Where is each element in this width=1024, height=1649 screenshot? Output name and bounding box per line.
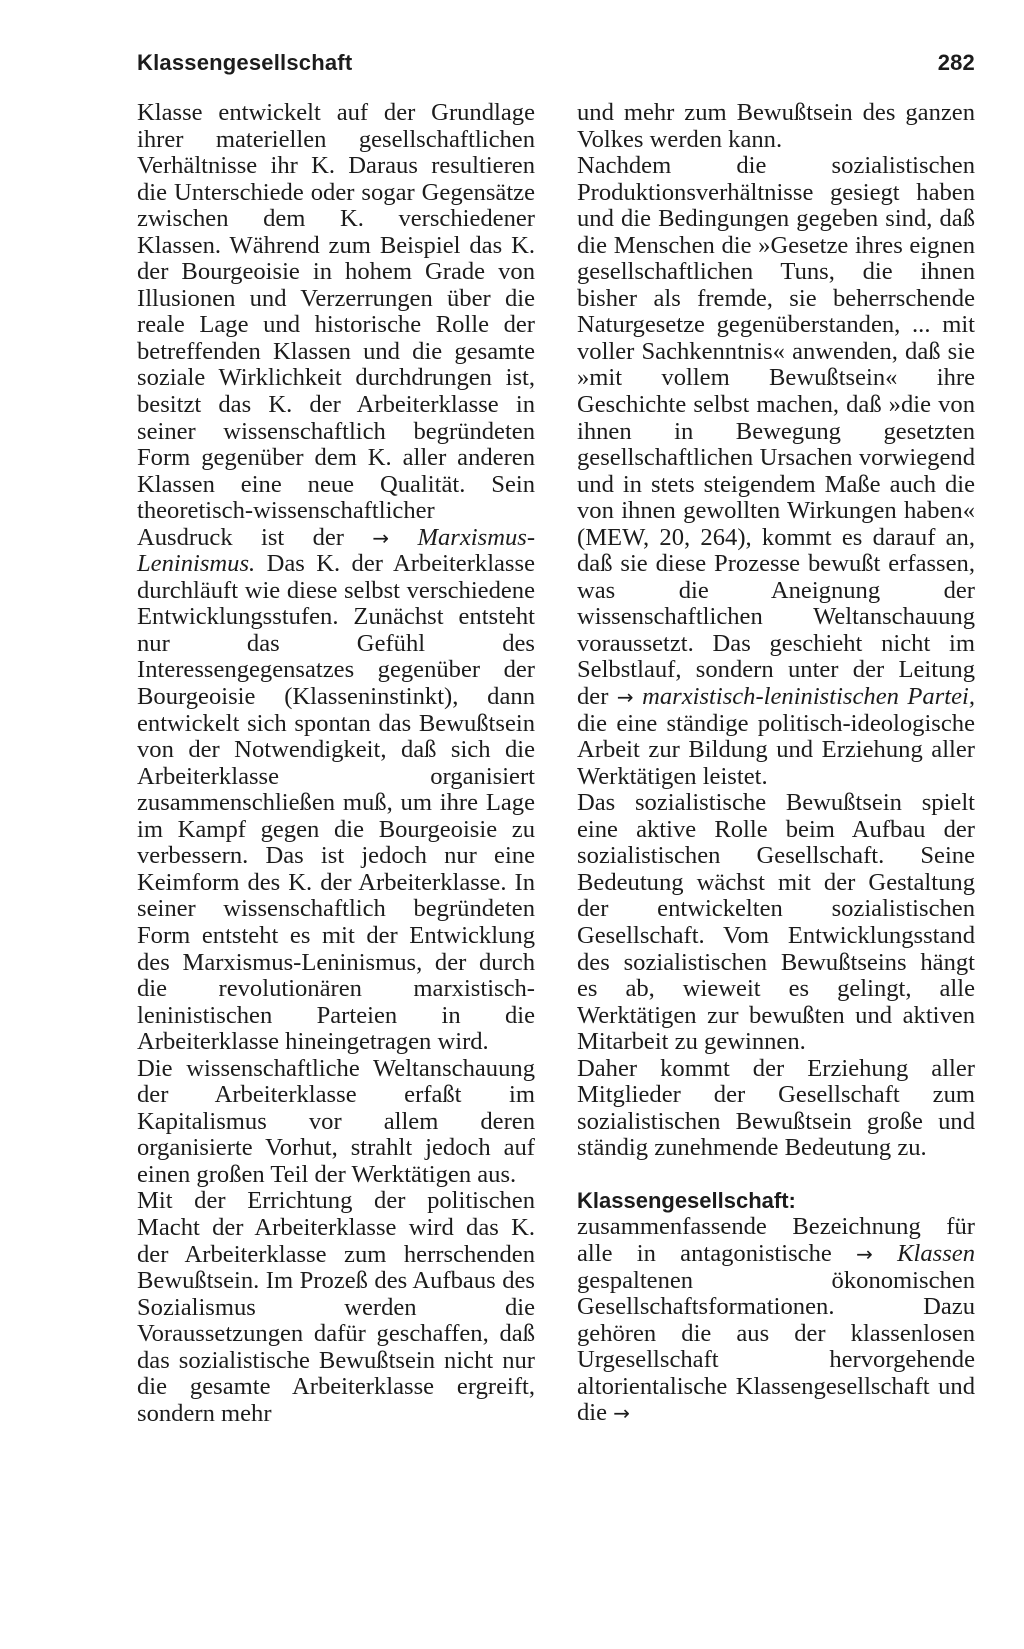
cross-reference-arrow-icon: → bbox=[616, 685, 634, 710]
paragraph-text: Klasse entwickelt auf der Grundlage ihrer materiellen gesellschaftlichen Verhältnisse ihr K. Daraus resultieren die Unterschiede oder sogar Gegensätze zwischen dem K. verschiedener Klassen. Während zum Beispiel das K. der Bourgeoisie in hohem Grade von Illusionen und Verzerrungen über die reale Lage und historische Rolle der betreffenden Klassen und die gesamte soziale Wirklichkeit durchdrungen ist, besitzt das K. der Arbeiterklasse in seiner wissenschaftlich begründeten Form gegenüber dem K. aller anderen Klassen eine neue Qualität. Sein theoretisch-wissenschaftlicher Ausdruck ist der bbox=[137, 99, 535, 551]
paragraph: und mehr zum Bewußtsein des ganzen Volkes werden kann. bbox=[577, 99, 975, 153]
paragraph bbox=[577, 153, 975, 790]
page-number: 282 bbox=[937, 50, 975, 75]
cross-reference-partei: marxistisch-leninistischen Partei, bbox=[642, 683, 975, 711]
paragraph-text: Nachdem die sozialistischen Produktionsverhältnisse gesiegt haben und die Bedingungen gegeben sind, daß die Menschen die »Gesetze ihres eignen gesellschaftlichen Tuns, die ihnen bisher als fremde, sie beherrschende Naturgesetze gegenüberstanden, ... mit voller Sachkenntnis« anwenden, daß sie »mit vollem Bewußtsein« ihre Geschichte selbst machen, daß »die von ihnen in Bewegung gesetzten gesellschaftlichen Ursachen vorwiegend und in stets steigendem Maße auch die von ihnen gewollten Wirkungen haben« (MEW, 20, 264), kommt es darauf an, daß sie diese Prozesse bewußt erfassen, was die Aneignung der wissenschaftlichen Weltanschauung voraussetzt. Das geschieht nicht im Selbstlauf, sondern unter der Leitung der bbox=[577, 152, 975, 711]
paragraph: Das sozialistische Bewußtsein spielt eine aktive Rolle beim Aufbau der sozialistischen Gesellschaft. Seine Bedeutung wächst mit der Gestaltung der entwickelten sozialistischen Gesellschaft. Vom Entwicklungsstand des sozialistischen Bewußtseins hängt es ab, wieweit es gelingt, alle Werktätigen zur bewußten und aktiven Mitarbeit zu gewinnen. bbox=[577, 789, 975, 1056]
paragraph bbox=[137, 100, 535, 1056]
running-head bbox=[137, 50, 975, 84]
paragraph: Daher kommt der Erziehung aller Mitglieder der Gesellschaft zum sozialistischen Bewußtsein große und ständig zunehmende Bedeutung zu. bbox=[577, 1054, 975, 1162]
right-column bbox=[577, 100, 975, 1427]
entry-separator bbox=[577, 1162, 975, 1188]
paragraph-text: die eine ständige politisch-ideologische Arbeit zur Bildung und Erziehung aller Werktätigen leistet. bbox=[577, 709, 975, 790]
cross-reference-marxismus-leninismus: Marxismus-Leninismus. bbox=[137, 523, 536, 578]
entry-headword: Klassengesellschaft: bbox=[577, 1187, 796, 1213]
running-head-title: Klassengesellschaft bbox=[137, 50, 353, 75]
entry-text: zusammenfassende Bezeichnung für alle in antagonistische bbox=[577, 1213, 975, 1267]
dictionary-entry bbox=[577, 1188, 975, 1427]
cross-reference-arrow-icon: → bbox=[372, 525, 390, 550]
paragraph: Mit der Errichtung der politischen Macht der Arbeiterklasse wird das K. der Arbeiterklasse zum herrschenden Bewußtsein. Im Prozeß des Aufbaus des Sozialismus werden die Voraussetzungen dafür geschaffen, daß das sozialistische Bewußtsein nicht nur die gesamte Arbeiterklasse ergreift, sondern mehr bbox=[137, 1187, 535, 1427]
left-column bbox=[137, 100, 535, 1427]
paragraph: Die wissenschaftliche Weltanschauung der Arbeiterklasse erfaßt im Kapitalismus vor allem deren organisierte Vorhut, strahlt jedoch auf einen großen Teil der Werktätigen aus. bbox=[137, 1054, 535, 1188]
paragraph-text: Das K. der Arbeiterklasse durchläuft wie diese selbst verschiedene Entwicklungsstufen. Zunächst entsteht nur das Gefühl des Interessengegensatzes gegenüber der Bourgeoisie (Klasseninstinkt), dann entwickelt sich spontan das Bewußtsein von der Notwendigkeit, daß sich die Arbeiterklasse organisiert zusammenschließen muß, um ihre Lage im Kampf gegen die Bourgeoisie zu verbessern. Das ist jedoch nur eine Keimform des K. der Arbeiterklasse. In seiner wissenschaftlich begründeten Form entsteht es mit der Entwicklung des Marxismus-Leninismus, der durch die revolutionären marxistisch-leninistischen Parteien in die Arbeiterklasse hineingetragen wird. bbox=[137, 550, 535, 1056]
cross-reference-klassen: Klassen bbox=[897, 1239, 976, 1267]
cross-reference-arrow-icon: → bbox=[856, 1241, 873, 1266]
entry-text: gespaltenen ökonomischen Gesellschaftsformationen. Dazu gehören die aus der klassenlosen Urgesellschaft hervorgehende altorientalische Klassengesellschaft und die bbox=[577, 1266, 975, 1427]
cross-reference-arrow-icon: → bbox=[613, 1401, 630, 1426]
